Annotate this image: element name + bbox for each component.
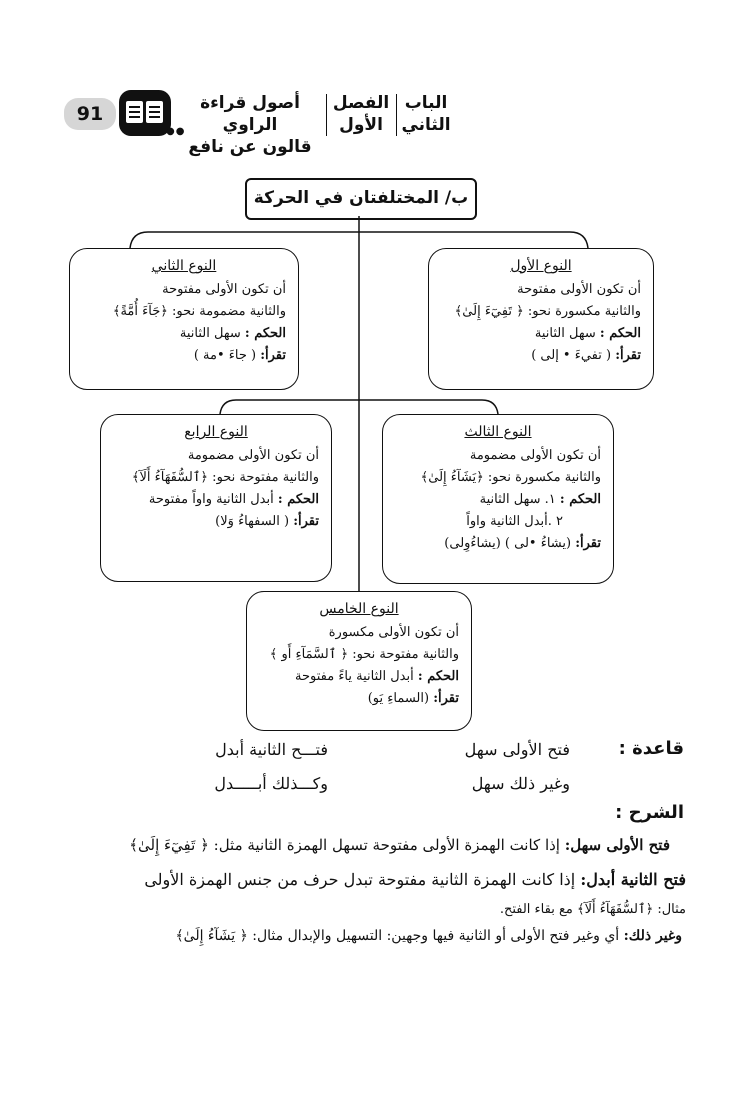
type-2-rule: الحكم : سهل الثانية (179, 326, 286, 341)
rule-label: قاعدة : (618, 738, 684, 759)
type-2-reading: تقرأ: ( جاءَ •مة ) (193, 348, 286, 363)
type-5-title: النوع الخامس (319, 601, 399, 617)
explanation-paragraph: فتح الأولى سهل: إذا كانت الهمزة الأولى مفتوحة تسهل الهمزة الثانية مثل: ﴿ تَفِيٓءَ إِلَىٰ﴾ (129, 836, 670, 854)
type-1-line: أن تكون الأولى مفتوحة (517, 282, 641, 297)
type-2-line: أن تكون الأولى مفتوحة (162, 282, 286, 297)
page-number: 91 (64, 98, 116, 130)
type-1-title: النوع الأول (510, 258, 572, 274)
type-5-line: والثانية مفتوحة نحو: ﴿ ٱلسَّمَآءِ أَو ﴾ (269, 647, 459, 662)
header-book-title: أصول قراءة الراوي قالون عن نافع (188, 93, 312, 157)
type-5-rule: الحكم : أبدل الثانية ياءً مفتوحة (295, 669, 459, 684)
type-2-title: النوع الثاني (151, 258, 217, 274)
explanation-paragraph: وغير ذلك: أي وغير فتح الأولى أو الثانية فيها وجهين: التسهيل والإبدال مثال: ﴿ يَشَآءُ إِلَىٰ﴾ (175, 928, 682, 944)
type-3-line: أن تكون الأولى مضمومة (469, 448, 601, 463)
type-4-line: أن تكون الأولى مضمومة (187, 448, 319, 463)
type-4-line: والثانية مفتوحة نحو: ﴿ٱلسُّفَهَآءُ أَلَآ﴾ (131, 470, 319, 485)
type-3-box (382, 414, 614, 584)
type-3-title: النوع الثالث (464, 424, 532, 440)
type-1-line: والثانية مكسورة نحو: ﴿ تَفِيٓءَ إِلَىٰ﴾ (454, 304, 641, 319)
explanation-title: الشرح : (615, 802, 684, 823)
type-1-rule: الحكم : سهل الثانية (534, 326, 641, 341)
type-4-box (100, 414, 332, 582)
type-5-line: أن تكون الأولى مكسورة (328, 625, 459, 640)
type-1-reading: تقرأ: ( تفيءَ • إلى ) (531, 348, 641, 363)
diagram-title: ب/ المختلفتان في الحركة (245, 178, 477, 220)
type-2-box (69, 248, 299, 390)
type-3-line: والثانية مكسورة نحو: ﴿يَشَآءُ إِلَىٰ﴾ (420, 470, 601, 485)
header-chapter: الفصل الأول (332, 93, 390, 135)
type-1-box (428, 248, 654, 390)
type-4-rule: الحكم : أبدل الثانية واواً مفتوحة (148, 492, 319, 507)
type-2-line: والثانية مضمومة نحو: ﴿جَآءَ أُمَّةً﴾ (112, 304, 286, 319)
type-5-reading: تقرأ: (السماءِ يَو) (367, 691, 459, 706)
dots-decoration: ●● (166, 126, 186, 137)
type-4-title: النوع الرابع (184, 424, 248, 440)
rule-line: فتـــح الثانية أبدل (215, 740, 328, 759)
type-4-reading: تقرأ: ( السفهاءُ وَلا) (215, 514, 319, 529)
header-section: الباب الثاني (401, 93, 451, 135)
rule-line: فتح الأولى سهل (464, 740, 570, 759)
type-5-box (246, 591, 472, 731)
rule-line: وغير ذلك سهل (471, 774, 570, 793)
explanation-paragraph: مثال: ﴿ٱلسُّفَهَآءُ أَلَآ﴾ مع بقاء الفتح. (499, 902, 686, 917)
type-3-reading: تقرأ: (يشاءُ •لى ) (يشاءُوِلى) (444, 536, 601, 551)
rule-line: وكـــذلك أبـــــدل (214, 774, 328, 793)
explanation-paragraph: فتح الثانية أبدل: إذا كانت الهمزة الثانية مفتوحة تبدل حرف من جنس الهمزة الأولى (144, 870, 686, 889)
type-3-rule-extra: ٢ .أبدل الثانية واواً (466, 514, 563, 529)
type-3-rule: الحكم : ١. سهل الثانية (479, 492, 601, 507)
